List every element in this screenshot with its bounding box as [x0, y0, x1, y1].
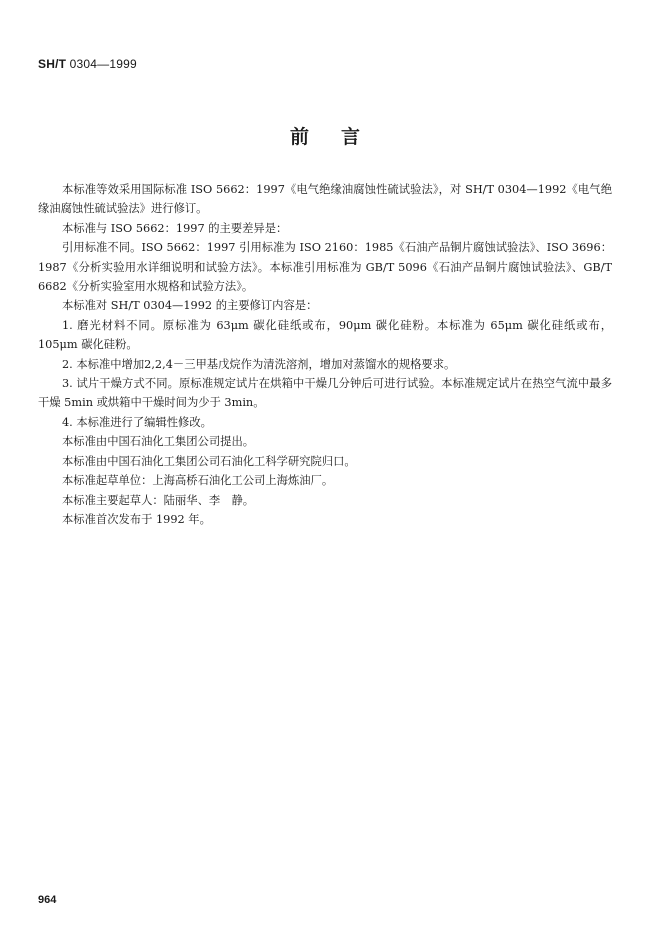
page-number: 964	[38, 894, 57, 906]
paragraph-proposer: 本标准由中国石油化工集团公司提出。	[62, 435, 255, 449]
paragraph-revision-4: 4. 本标准进行了编辑性修改。	[62, 415, 212, 429]
paragraph-revision-3: 3. 试片干燥方式不同。原标准规定试片在烘箱中干燥几分钟后可进行试验。本标准规定试片在热空气流中最多干燥 5min 或烘箱中干燥时间为少于 3min。	[38, 377, 612, 410]
paragraph-differences-intro: 本标准与 ISO 5662：1997 的主要差异是：	[62, 221, 288, 235]
foreword-body	[38, 180, 612, 529]
standard-code-number: 0304—1999	[66, 57, 137, 71]
page-title: 前言	[289, 126, 392, 148]
paragraph-drafting-unit: 本标准起草单位：上海高桥石油化工公司上海炼油厂。	[62, 474, 334, 488]
paragraph-referenced-standards: 引用标准不同。ISO 5662：1997 引用标准为 ISO 2160：1985《石油产品铜片腐蚀试验法》、ISO 3696：1987《分析实验用水详细说明和试验方法》。本标准引用标准为 GB/T 5096《石油产品铜片腐蚀试验法》、GB/T 6682《分析实验室用水规格和试验方法》。	[38, 241, 612, 294]
paragraph-drafters: 本标准主要起草人：陆丽华、李 静。	[62, 493, 255, 507]
paragraph-revision-1: 1. 磨光材料不同。原标准为 63μm 碳化硅纸或布，90μm 碳化硅粉。本标准为 65μm 碳化硅纸或布，105μm 碳化硅粉。	[38, 318, 612, 352]
paragraph-centralized-unit: 本标准由中国石油化工集团公司石油化工科学研究院归口。	[62, 454, 356, 468]
paragraph-adoption: 本标准等效采用国际标准 ISO 5662：1997《电气绝缘油腐蚀性硫试验法》，对 SH/T 0304—1992《电气绝缘油腐蚀性硫试验法》进行修订。	[38, 183, 612, 216]
paragraph-revisions-intro: 本标准对 SH/T 0304—1992 的主要修订内容是：	[62, 299, 318, 313]
standard-code-prefix: SH/T	[38, 57, 67, 71]
paragraph-revision-2: 2. 本标准中增加2,2,4－三甲基戊烷作为清洗溶剂，增加对蒸馏水的规格要求。	[62, 357, 456, 371]
standard-code	[38, 57, 137, 71]
paragraph-first-issue: 本标准首次发布于 1992 年。	[62, 512, 211, 526]
